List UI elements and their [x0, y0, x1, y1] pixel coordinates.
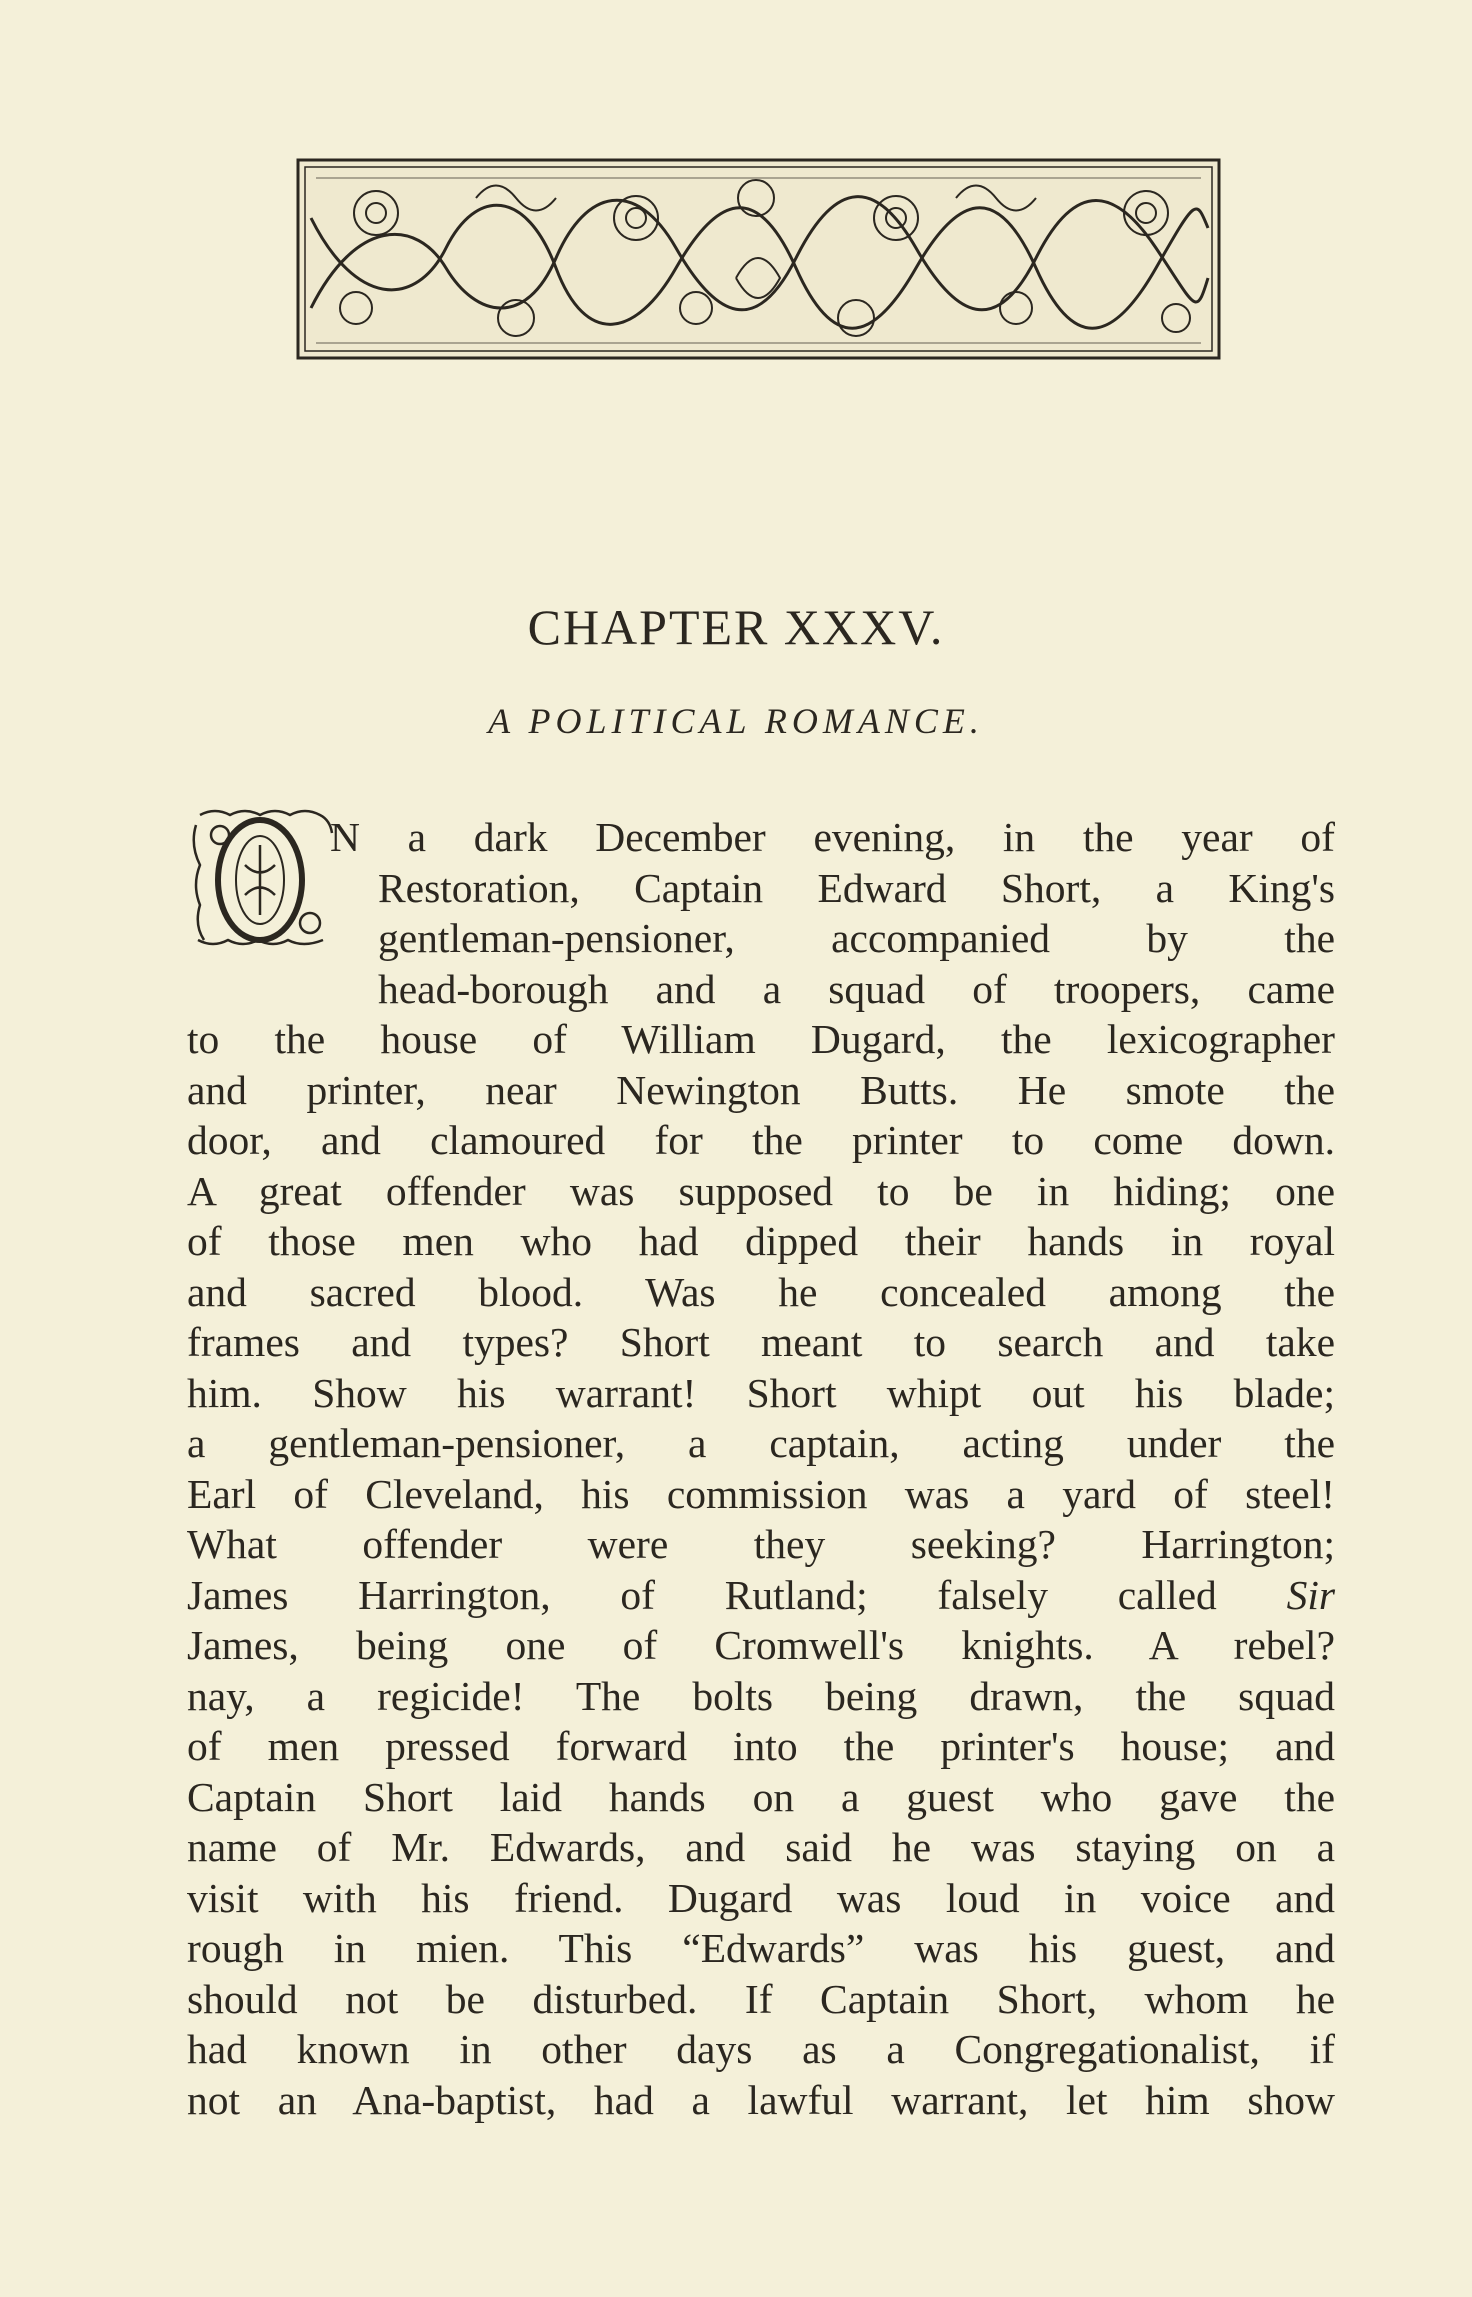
text-line: of men pressed forward into the printer's house; and	[187, 1723, 1335, 1769]
chapter-heading: CHAPTER XXXV.	[527, 599, 945, 655]
text-line: Restoration, Captain Edward Short, a King's	[378, 864, 1335, 911]
text-line: N a dark December evening, in the year of	[330, 814, 1335, 860]
text-line: visit with his friend. Dugard was loud in voice and	[187, 1874, 1335, 1921]
ornamental-drop-cap-o	[190, 805, 340, 953]
text-line: name of Mr. Edwards, and said he was staying on a	[187, 1824, 1335, 1870]
text-line: frames and types? Short meant to search and take	[187, 1319, 1335, 1365]
text-line: Captain Short laid hands on a guest who gave the	[187, 1773, 1335, 1820]
text-line: a gentleman-pensioner, a captain, acting under the	[187, 1420, 1335, 1466]
text-line: not an Ana-baptist, had a lawful warrant, let him show	[187, 2076, 1335, 2123]
chapter-subtitle: A POLITICAL ROMANCE.	[488, 701, 984, 741]
text-line: and sacred blood. Was he concealed among the	[187, 1268, 1335, 1315]
text-line: A great offender was supposed to be in hiding; one	[187, 1167, 1335, 1214]
text-line: What offender were they seeking? Harrington;	[187, 1521, 1335, 1567]
ornamental-headpiece	[296, 158, 1221, 360]
text-line: James Harrington, of Rutland; falsely called Sir	[187, 1571, 1335, 1618]
italic-word: Sir	[1286, 1571, 1335, 1618]
text-line: should not be disturbed. If Captain Short, whom he	[187, 1975, 1335, 2022]
text-line: rough in mien. This “Edwards” was his guest, and	[187, 1925, 1335, 1971]
text-line: door, and clamoured for the printer to come down.	[187, 1117, 1335, 1163]
text-line: nay, a regicide! The bolts being drawn, the squad	[187, 1672, 1335, 1719]
text-line: Earl of Cleveland, his commission was a yard of steel!	[187, 1470, 1335, 1517]
text-line: James, being one of Cromwell's knights. A rebel?	[187, 1622, 1335, 1668]
text-line: had known in other days as a Congregationalist, if	[187, 2026, 1335, 2072]
text-line: to the house of William Dugard, the lexicographer	[187, 1016, 1335, 1062]
text-line: and printer, near Newington Butts. He smote the	[187, 1066, 1335, 1113]
text-line: head-borough and a squad of troopers, came	[378, 965, 1335, 1012]
text-line: of those men who had dipped their hands in royal	[187, 1218, 1335, 1264]
text-line: him. Show his warrant! Short whipt out his blade;	[187, 1369, 1335, 1416]
text-line: gentleman-pensioner, accompanied by the	[378, 915, 1335, 961]
